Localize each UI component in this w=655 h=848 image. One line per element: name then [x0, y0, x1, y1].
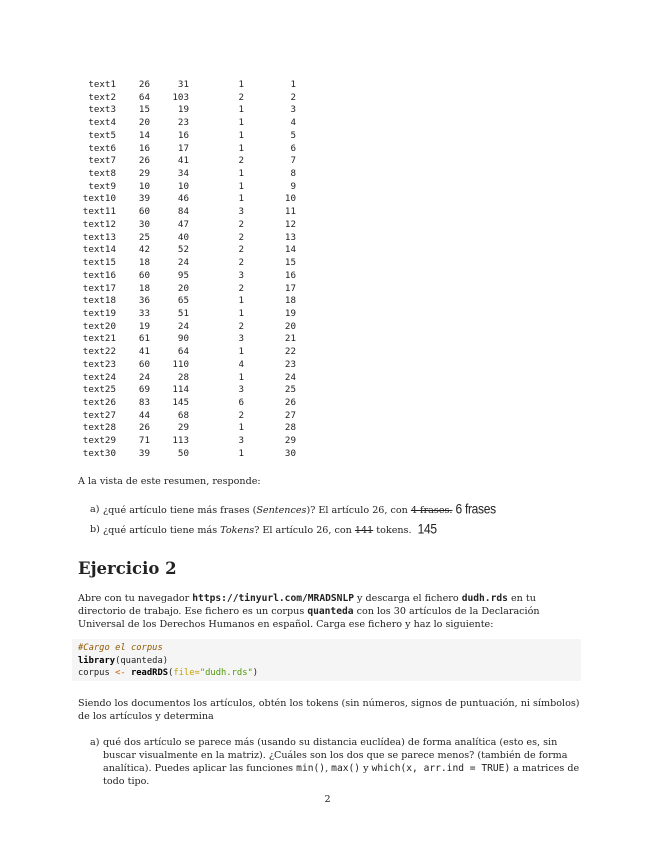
- table-cell: 7: [290, 155, 296, 167]
- table-cell: text15: [82, 257, 116, 269]
- package-name: quanteda: [307, 606, 354, 617]
- code-line-2: [78, 655, 581, 668]
- table-cell: 2: [238, 231, 244, 243]
- code-string: "dudh.rds": [199, 668, 253, 679]
- table-cell: 65: [177, 295, 189, 307]
- table-cell: 26: [138, 155, 150, 167]
- table-cell: 15: [138, 104, 150, 116]
- table-row: [78, 397, 296, 410]
- table-cell: 2: [238, 91, 244, 103]
- table-cell: 41: [177, 155, 189, 167]
- table-cell: 47: [177, 218, 189, 230]
- table-row: [78, 308, 296, 321]
- question-a-struck-answer: 4 frases.: [410, 505, 453, 516]
- table-row: [78, 117, 296, 130]
- table-cell: 1: [238, 142, 244, 154]
- table-cell: text9: [88, 180, 116, 192]
- table-cell: 10: [138, 180, 150, 192]
- question-b-text-2: ? El artículo 26, con: [254, 525, 355, 536]
- table-cell: 27: [284, 409, 296, 421]
- table-cell: 10: [177, 180, 189, 192]
- table-cell: 30: [284, 447, 296, 459]
- table-cell: 3: [238, 269, 244, 281]
- table-cell: 114: [172, 384, 189, 396]
- table-cell: 29: [177, 422, 189, 434]
- table-cell: text27: [82, 409, 116, 421]
- question-b-text-3: tokens.: [373, 525, 412, 536]
- table-cell: 1: [238, 180, 244, 192]
- table-cell: 8: [290, 168, 296, 180]
- table-cell: text16: [82, 269, 116, 281]
- table-cell: 2: [238, 257, 244, 269]
- table-cell: 24: [177, 257, 189, 269]
- table-cell: text20: [82, 320, 116, 332]
- table-cell: 41: [138, 346, 150, 358]
- table-cell: 90: [177, 333, 189, 345]
- table-cell: text26: [82, 396, 116, 408]
- table-cell: 15: [284, 257, 296, 269]
- summary-table: [78, 79, 296, 461]
- table-cell: 24: [138, 371, 150, 383]
- table-cell: 33: [138, 307, 150, 319]
- table-cell: text11: [82, 206, 116, 218]
- table-cell: 1: [238, 346, 244, 358]
- table-cell: 25: [284, 384, 296, 396]
- question-b-label: b): [90, 524, 100, 535]
- table-cell: text4: [88, 117, 116, 129]
- table-cell: text10: [82, 193, 116, 205]
- table-cell: 2: [238, 282, 244, 294]
- task-a-text-1: qué dos artículo se parece más (usando su distancia euclídea) de forma analítica (esto es, sin buscar visualmente en la matriz). ¿Cuáles son los dos que se parece menos? (también de forma analítica). Puedes aplicar las funciones: [103, 737, 568, 774]
- table-cell: text17: [82, 282, 116, 294]
- table-cell: 60: [138, 206, 150, 218]
- table-cell: 24: [177, 320, 189, 332]
- table-cell: 1: [238, 307, 244, 319]
- table-cell: text30: [82, 447, 116, 459]
- code-assign-op: <-: [115, 668, 126, 679]
- table-row: [78, 206, 296, 219]
- table-cell: 1: [238, 371, 244, 383]
- task-paragraph: Siendo los documentos los artículos, obtén los tokens (sin números, signos de puntuación, ni símbolos) de los artículos y determina: [78, 698, 580, 722]
- table-cell: 20: [177, 282, 189, 294]
- table-cell: 4: [290, 117, 296, 129]
- page-number: 2: [324, 794, 331, 805]
- table-cell: text6: [88, 142, 116, 154]
- question-a-term: Sentences: [256, 505, 307, 516]
- table-cell: 36: [138, 295, 150, 307]
- table-row: [78, 372, 296, 385]
- table-cell: 60: [138, 358, 150, 370]
- question-a-label: a): [90, 504, 100, 515]
- table-cell: 2: [238, 320, 244, 332]
- table-cell: 3: [290, 104, 296, 116]
- table-cell: 1: [238, 79, 244, 90]
- table-cell: 1: [238, 168, 244, 180]
- table-row: [78, 232, 296, 245]
- table-cell: 50: [177, 447, 189, 459]
- table-row: [78, 92, 296, 105]
- table-cell: text18: [82, 295, 116, 307]
- table-row: [78, 333, 296, 346]
- code-readrds-fn: readRDS: [125, 668, 169, 679]
- table-cell: text28: [82, 422, 116, 434]
- table-cell: 51: [177, 307, 189, 319]
- question-b-struck-answer: 141: [354, 525, 374, 536]
- table-cell: 68: [177, 409, 189, 421]
- table-cell: 1: [290, 79, 296, 90]
- table-cell: 17: [177, 142, 189, 154]
- question-b-text: ¿qué artículo tiene más: [103, 525, 221, 536]
- table-cell: 2: [290, 91, 296, 103]
- question-b-handwritten-answer: 145: [417, 520, 437, 537]
- table-cell: text12: [82, 218, 116, 230]
- table-cell: 6: [238, 396, 244, 408]
- code-comment: #Cargo el corpus: [78, 643, 163, 653]
- table-cell: text21: [82, 333, 116, 345]
- code-var: corpus: [78, 668, 116, 679]
- table-cell: 2: [238, 218, 244, 230]
- table-cell: 18: [138, 282, 150, 294]
- table-cell: 3: [238, 435, 244, 447]
- table-cell: 31: [177, 79, 189, 90]
- exercise-paragraph: [78, 592, 581, 631]
- table-cell: 1: [238, 193, 244, 205]
- table-row: [78, 257, 296, 270]
- table-cell: 2: [238, 244, 244, 256]
- table-cell: 103: [172, 91, 189, 103]
- question-b-term: Tokens: [220, 525, 255, 536]
- table-cell: 39: [138, 447, 150, 459]
- table-cell: 46: [177, 193, 189, 205]
- table-cell: 95: [177, 269, 189, 281]
- table-cell: 26: [138, 79, 150, 90]
- question-a-text: ¿qué artículo tiene más frases (: [103, 505, 257, 516]
- table-cell: text22: [82, 346, 116, 358]
- table-cell: 44: [138, 409, 150, 421]
- table-cell: 1: [238, 422, 244, 434]
- code-line-1: [78, 642, 581, 655]
- table-cell: 26: [284, 396, 296, 408]
- table-cell: text7: [88, 155, 116, 167]
- table-cell: 3: [238, 206, 244, 218]
- table-cell: 1: [238, 117, 244, 129]
- task-a-text-2: ,: [325, 763, 332, 774]
- table-row: [78, 168, 296, 181]
- exercise-title: Ejercicio 2: [78, 559, 177, 578]
- para-text-4: con los 30 artículos de la Declaración Universal de los Derechos Humanos en español. Carga ese fichero y haz lo siguiente:: [78, 606, 540, 630]
- table-cell: text5: [88, 129, 116, 141]
- table-cell: 3: [238, 333, 244, 345]
- table-cell: 2: [238, 155, 244, 167]
- table-row: [78, 79, 296, 92]
- table-cell: 16: [138, 142, 150, 154]
- task-a-label: a): [90, 737, 100, 748]
- table-cell: 30: [138, 218, 150, 230]
- code-line-3: [78, 667, 581, 680]
- table-cell: 12: [284, 218, 296, 230]
- table-cell: 13: [284, 231, 296, 243]
- table-cell: 52: [177, 244, 189, 256]
- table-row: [78, 410, 296, 423]
- table-cell: 17: [284, 282, 296, 294]
- table-cell: 83: [138, 396, 150, 408]
- table-cell: 64: [138, 91, 150, 103]
- question-a-text-2: )? El artículo 26, con: [306, 505, 411, 516]
- table-cell: 84: [177, 206, 189, 218]
- table-row: [78, 435, 296, 448]
- para-text-1: Abre con tu navegador: [78, 593, 193, 604]
- table-row: [78, 104, 296, 117]
- table-row: [78, 321, 296, 334]
- table-cell: 28: [177, 371, 189, 383]
- table-cell: 14: [138, 129, 150, 141]
- table-cell: text8: [88, 168, 116, 180]
- table-cell: 16: [284, 269, 296, 281]
- table-cell: 40: [177, 231, 189, 243]
- table-cell: 5: [290, 129, 296, 141]
- summary-intro: A la vista de este resumen, responde:: [78, 476, 261, 487]
- table-cell: text1: [88, 79, 116, 90]
- table-row: [78, 359, 296, 372]
- table-cell: 69: [138, 384, 150, 396]
- table-cell: text2: [88, 91, 116, 103]
- table-cell: 28: [284, 422, 296, 434]
- table-cell: 20: [284, 320, 296, 332]
- table-cell: 1: [238, 129, 244, 141]
- table-cell: 9: [290, 180, 296, 192]
- table-cell: 19: [138, 320, 150, 332]
- table-cell: 24: [284, 371, 296, 383]
- table-cell: 113: [172, 435, 189, 447]
- table-cell: 42: [138, 244, 150, 256]
- table-cell: 39: [138, 193, 150, 205]
- table-cell: 18: [284, 295, 296, 307]
- fn-max: max(): [331, 763, 361, 774]
- code-library-arg: (quanteda): [115, 655, 169, 666]
- table-cell: 1: [238, 104, 244, 116]
- code-paren-close: ): [252, 668, 259, 679]
- table-cell: 26: [138, 422, 150, 434]
- code-block: [72, 639, 581, 681]
- table-cell: 29: [284, 435, 296, 447]
- table-cell: text24: [82, 371, 116, 383]
- fn-min: min(): [296, 763, 326, 774]
- table-cell: 11: [284, 206, 296, 218]
- table-row: [78, 181, 296, 194]
- table-cell: 18: [138, 257, 150, 269]
- table-row: [78, 270, 296, 283]
- table-row: [78, 143, 296, 156]
- table-cell: text3: [88, 104, 116, 116]
- para-text-2: y descarga el fichero: [354, 593, 462, 604]
- table-row: [78, 244, 296, 257]
- code-library-fn: library: [78, 655, 116, 666]
- table-cell: 3: [238, 384, 244, 396]
- table-cell: 60: [138, 269, 150, 281]
- table-cell: 23: [284, 358, 296, 370]
- table-cell: text13: [82, 231, 116, 243]
- table-cell: text25: [82, 384, 116, 396]
- table-row: [78, 130, 296, 143]
- table-cell: 21: [284, 333, 296, 345]
- table-row: [78, 422, 296, 435]
- table-row: [78, 193, 296, 206]
- table-cell: 1: [238, 447, 244, 459]
- table-cell: text19: [82, 307, 116, 319]
- table-cell: 71: [138, 435, 150, 447]
- question-a-handwritten-answer: 6 frases: [455, 500, 496, 517]
- table-row: [78, 155, 296, 168]
- table-cell: 25: [138, 231, 150, 243]
- table-cell: 22: [284, 346, 296, 358]
- table-cell: text29: [82, 435, 116, 447]
- table-row: [78, 283, 296, 296]
- table-cell: 64: [177, 346, 189, 358]
- table-cell: 4: [238, 358, 244, 370]
- table-cell: text23: [82, 358, 116, 370]
- table-cell: 110: [172, 358, 189, 370]
- table-cell: 23: [177, 117, 189, 129]
- table-row: [78, 295, 296, 308]
- task-a-text-3: y: [360, 763, 372, 774]
- table-cell: text14: [82, 244, 116, 256]
- file-name: dudh.rds: [461, 593, 508, 604]
- table-row: [78, 219, 296, 232]
- table-cell: 61: [138, 333, 150, 345]
- code-paren-open: (: [168, 668, 174, 679]
- table-cell: 2: [238, 409, 244, 421]
- table-cell: 19: [177, 104, 189, 116]
- table-cell: 145: [172, 396, 189, 408]
- table-row: [78, 448, 296, 461]
- task-a-text-4: a matrices de todo tipo.: [103, 763, 580, 787]
- table-cell: 10: [284, 193, 296, 205]
- fn-which: which(x, arr.ind = TRUE): [371, 763, 511, 774]
- table-cell: 6: [290, 142, 296, 154]
- table-cell: 34: [177, 168, 189, 180]
- table-cell: 20: [138, 117, 150, 129]
- table-cell: 16: [177, 129, 189, 141]
- code-arg-name: file=: [173, 668, 200, 679]
- table-cell: 19: [284, 307, 296, 319]
- table-cell: 29: [138, 168, 150, 180]
- para-text-3: en tu directorio de trabajo. Ese fichero es un corpus: [78, 593, 536, 617]
- table-cell: 1: [238, 295, 244, 307]
- download-url[interactable]: https://tinyurl.com/MRADSNLP: [192, 593, 354, 604]
- table-row: [78, 384, 296, 397]
- table-row: [78, 346, 296, 359]
- table-cell: 14: [284, 244, 296, 256]
